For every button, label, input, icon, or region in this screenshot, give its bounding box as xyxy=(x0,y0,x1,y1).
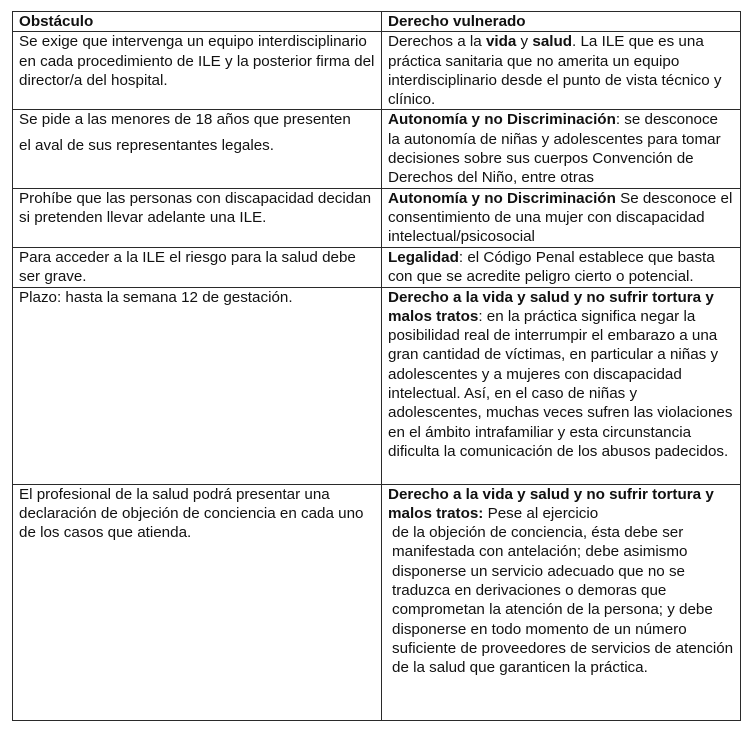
table-row xyxy=(13,110,741,188)
table-row xyxy=(13,247,741,287)
right-text: : se desconoce la autonomía de niñas y adolescentes para tomar decisiones sobre sus cuerpos Convención de Derechos del Niño, entre otras xyxy=(388,111,721,187)
obstacle-cell xyxy=(13,110,382,188)
right-cell xyxy=(382,247,741,287)
right-text: Se desconoce el consentimiento de una mujer con discapacidad intelectual/psicosocial xyxy=(388,189,733,246)
obstacle-line: el aval de sus representantes legales. xyxy=(19,136,274,154)
right-text: Pese al ejercicio xyxy=(483,504,599,522)
right-cell xyxy=(382,287,741,484)
header-obstacle: Obstáculo xyxy=(13,12,382,32)
table-row xyxy=(13,484,741,720)
right-heading: Derecho a la vida y salud y no sufrir tortura y malos tratos xyxy=(388,288,714,325)
obstacles-table xyxy=(12,11,741,721)
right-cell xyxy=(382,188,741,247)
right-keyword: vida xyxy=(485,33,517,51)
table-header-row xyxy=(13,12,741,32)
right-heading: Autonomía y no Discriminación xyxy=(388,189,616,207)
right-text: : en la práctica significa negar la posibilidad real de interrumpir el embarazo a una gran cantidad de víctimas, en particular a niñas y adolescentes y a mujeres con discapacidad intelectual. Así, en el caso de niñas y adolescentes, muchas veces sufren las violaciones en el ámbito intrafamiliar y esta circunstancia dificulta la comunicación de los abusos padecidos. xyxy=(388,307,733,460)
right-keyword: salud xyxy=(532,33,573,51)
right-cell xyxy=(382,110,741,188)
line-gap xyxy=(19,130,375,136)
right-text: . La ILE que es una práctica sanitaria que no amerita un equipo interdisciplinario desde el punto de vista técnico y clínico. xyxy=(388,33,722,109)
right-cell xyxy=(382,32,741,110)
right-text: Derechos a la xyxy=(388,33,486,51)
table-row xyxy=(13,188,741,247)
table-row xyxy=(13,287,741,484)
obstacle-cell: Plazo: hasta la semana 12 de gestación. xyxy=(13,287,382,484)
header-right-violated: Derecho vulnerado xyxy=(382,12,741,32)
right-cell xyxy=(382,484,741,720)
obstacle-line: Se pide a las menores de 18 años que presenten xyxy=(19,111,351,129)
right-heading: Autonomía y no Discriminación xyxy=(388,111,616,129)
obstacle-cell: Para acceder a la ILE el riesgo para la salud debe ser grave. xyxy=(13,247,382,287)
right-text: y xyxy=(516,33,533,51)
obstacle-cell: Prohíbe que las personas con discapacidad decidan si pretenden llevar adelante una ILE. xyxy=(13,188,382,247)
right-heading: Legalidad xyxy=(388,248,459,266)
right-heading: Derecho a la vida y salud y no sufrir tortura y malos tratos: xyxy=(388,485,714,522)
obstacle-cell: El profesional de la salud podrá presentar una declaración de objeción de conciencia en cada uno de los casos que atienda. xyxy=(13,484,382,720)
right-text: de la objeción de conciencia, ésta debe ser manifestada con antelación; debe asimismo disponerse un servicio adecuado que no se traduzca en derivaciones o demoras que comprometan la atención de la persona; y debe disponerse en todo momento de un número suficiente de proveedores de servicios de atención de la salud que garanticen la práctica. xyxy=(392,524,734,677)
right-text: : el Código Penal establece que basta con que se acredite peligro cierto o potencial. xyxy=(388,248,715,285)
obstacle-cell: Se exige que intervenga un equipo interdisciplinario en cada procedimiento de ILE y la posterior firma del director/a del hospital. xyxy=(13,32,382,110)
table-row xyxy=(13,32,741,110)
